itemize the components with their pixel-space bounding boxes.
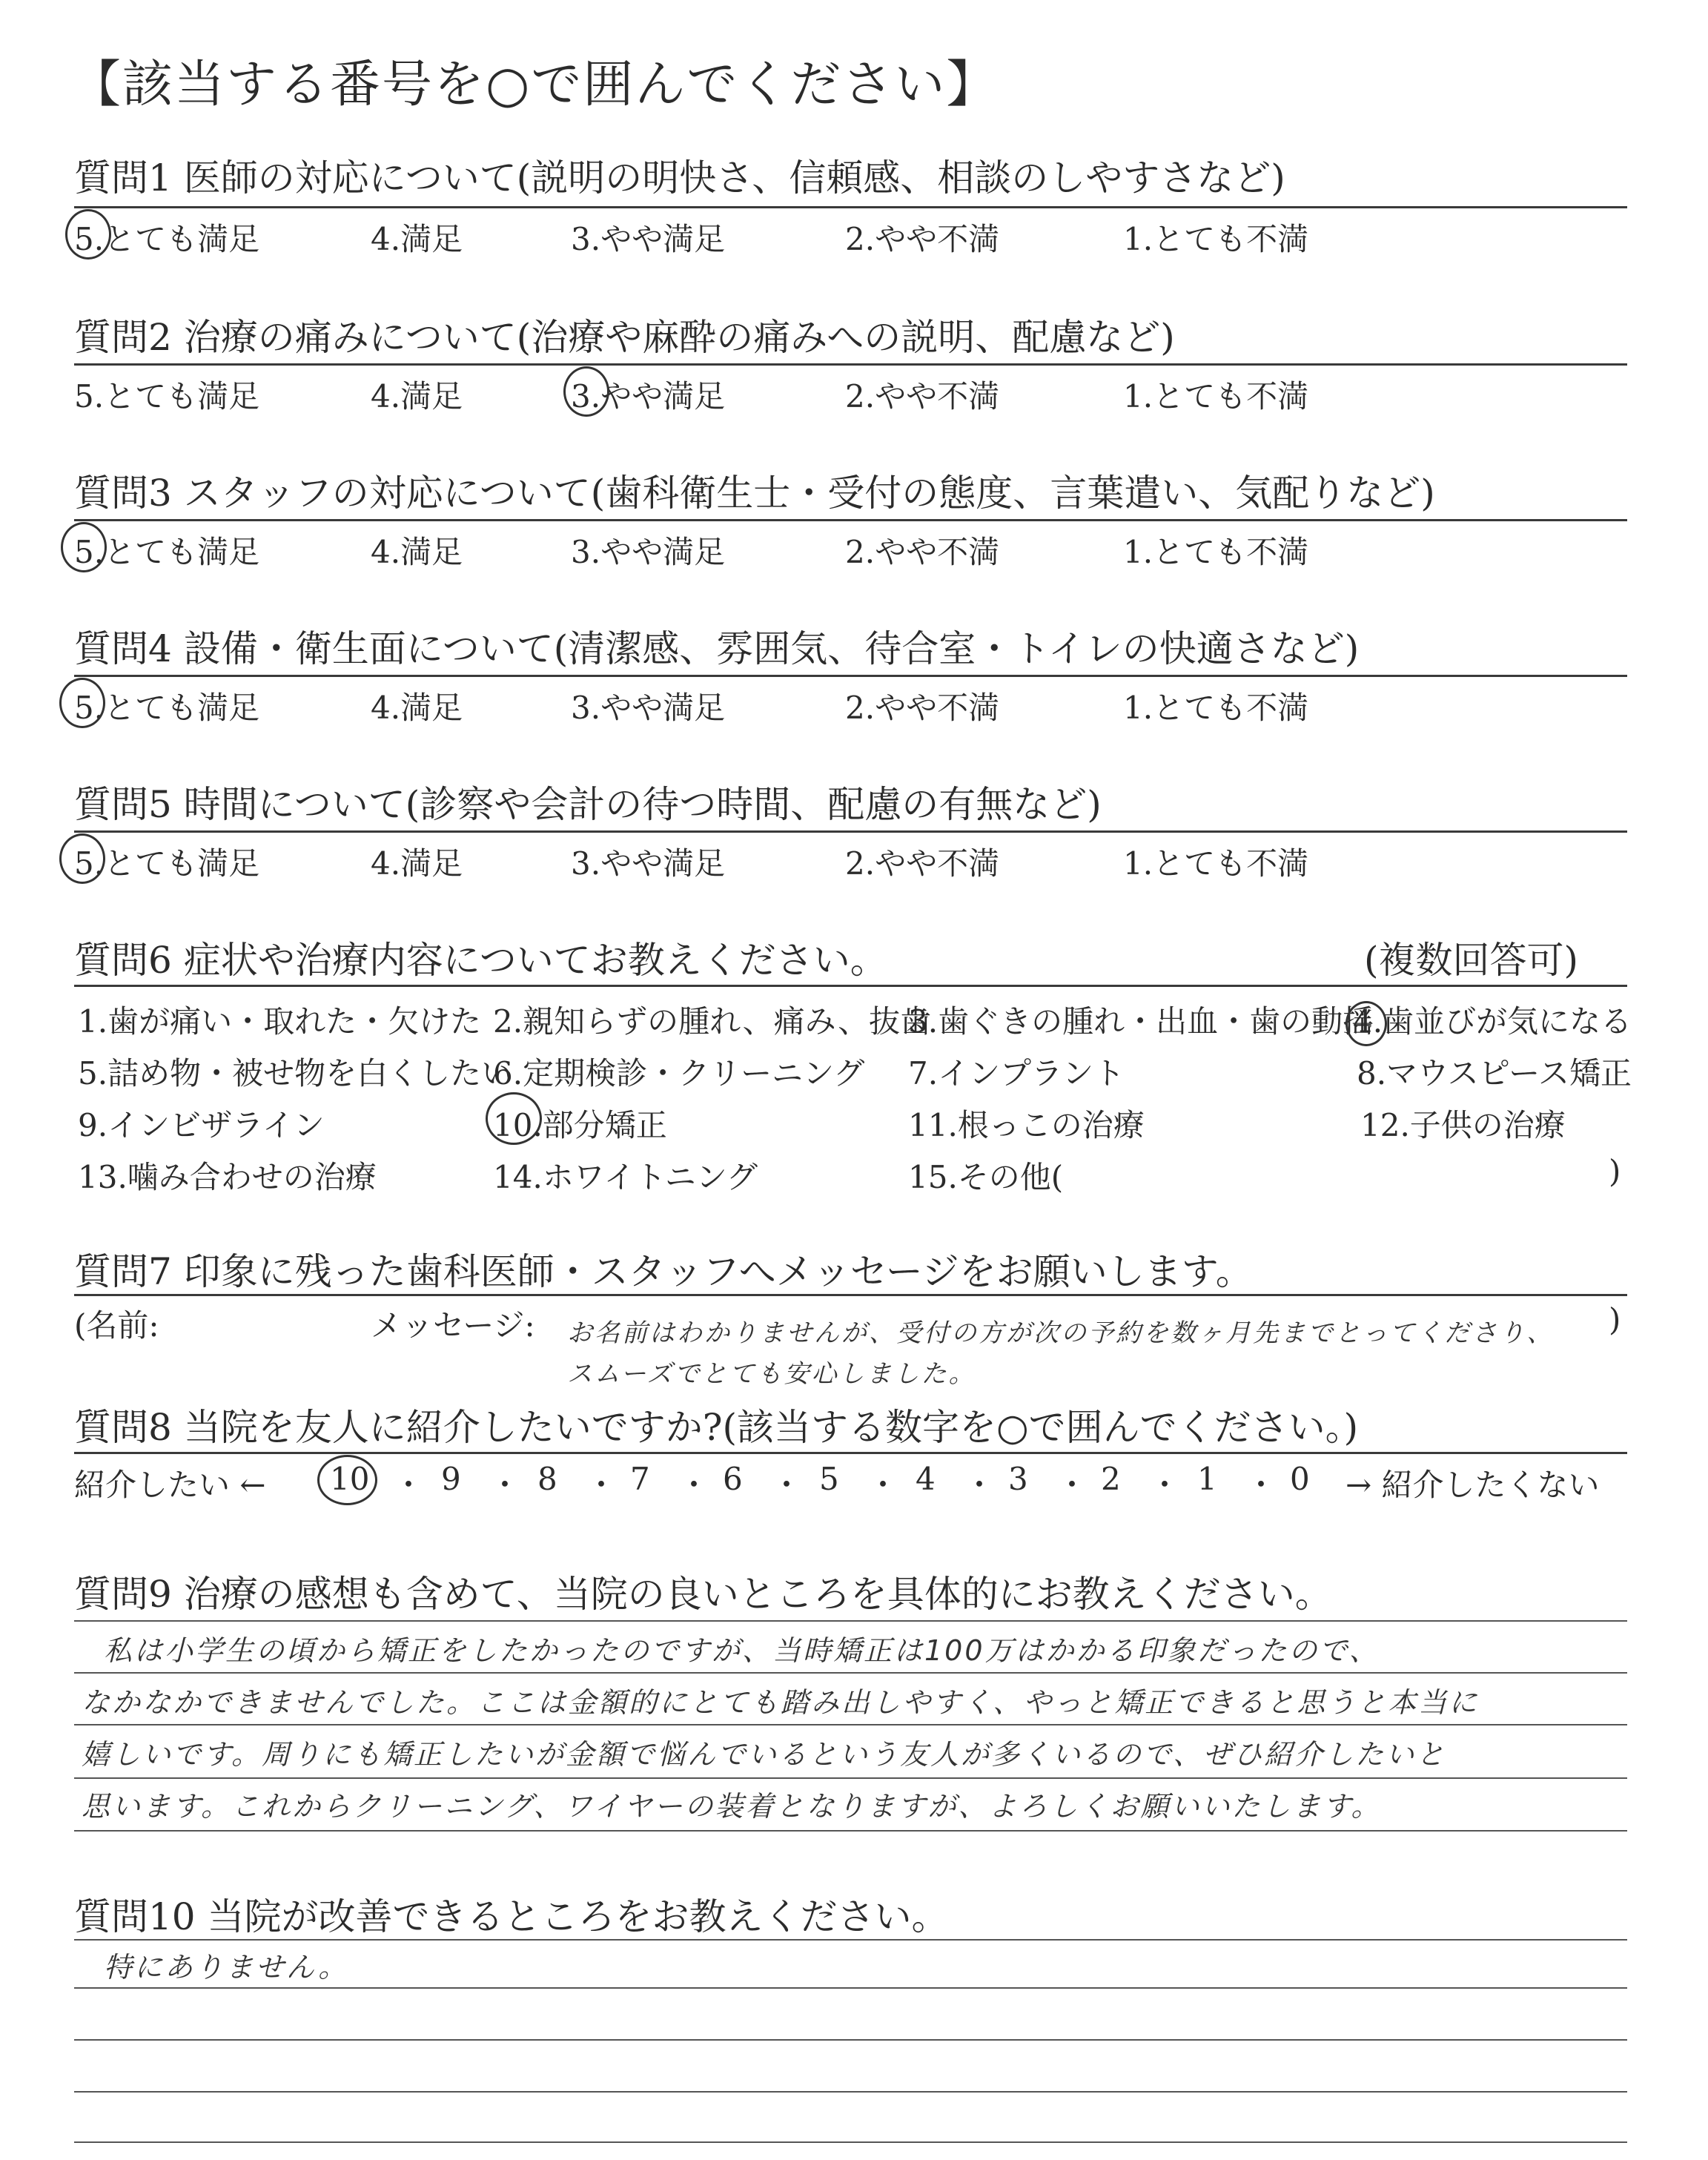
question-1-title: 質問1 医師の対応について(説明の明快さ、信頼感、相談のしやすさなど) bbox=[74, 156, 1285, 199]
answer-line bbox=[74, 2091, 1627, 2093]
scale-1[interactable]: 1 bbox=[1197, 1461, 1217, 1497]
scale-3[interactable]: 3 bbox=[1008, 1461, 1028, 1497]
q1-option-1[interactable]: 1.とても不満 bbox=[1123, 221, 1309, 257]
scale-dot: ・ bbox=[489, 1467, 521, 1503]
q1-option-3[interactable]: 3.やや満足 bbox=[571, 221, 726, 257]
answer-handwritten-line-2: なかなかできませんでした。ここは金額的にとても踏み出しやすく、やっと矯正できると思うと本当に bbox=[82, 1686, 1480, 1719]
q6-item-8[interactable]: 8.マウスピース矯正 bbox=[1357, 1055, 1632, 1091]
answer-line bbox=[74, 1939, 1627, 1941]
message-close-paren: ) bbox=[1609, 1301, 1621, 1338]
q5-option-3[interactable]: 3.やや満足 bbox=[571, 845, 726, 882]
message-label: メッセージ: bbox=[371, 1307, 535, 1344]
name-label: (名前: bbox=[74, 1307, 159, 1344]
scale-4[interactable]: 4 bbox=[916, 1461, 936, 1497]
message-handwritten-line-2: スムーズでとても安心しました。 bbox=[567, 1359, 976, 1389]
answer-handwritten-line-1: 特にありません。 bbox=[104, 1951, 349, 1984]
q1-option-5[interactable]: 5.とても満足 bbox=[74, 221, 260, 257]
q6-item-1[interactable]: 1.歯が痛い・取れた・欠けた bbox=[78, 1003, 482, 1040]
q4-option-4[interactable]: 4.満足 bbox=[371, 690, 463, 726]
answer-line bbox=[74, 1620, 1627, 1622]
scale-5[interactable]: 5 bbox=[819, 1461, 839, 1497]
q2-option-5[interactable]: 5.とても満足 bbox=[74, 378, 260, 415]
q6-item-3[interactable]: 3.歯ぐきの腫れ・出血・歯の動揺 bbox=[908, 1003, 1374, 1040]
divider bbox=[74, 519, 1627, 521]
q3-option-5[interactable]: 5.とても満足 bbox=[74, 534, 260, 570]
form-header: 【該当する番号を○で囲んでください】 bbox=[70, 56, 999, 114]
question-8-title: 質問8 当院を友人に紹介したいですか?(該当する数字を○で囲んでください。) bbox=[74, 1406, 1359, 1449]
scale-dot: ・ bbox=[867, 1467, 899, 1503]
q6-item-12[interactable]: 12.子供の治療 bbox=[1360, 1107, 1566, 1143]
answer-line bbox=[74, 1987, 1627, 1989]
selection-circle-icon bbox=[65, 209, 111, 260]
answer-line bbox=[74, 2141, 1627, 2143]
selection-circle-icon bbox=[486, 1092, 542, 1145]
answer-handwritten-line-3: 嬉しいです。周りにも矯正したいが金額で悩んでいるという友人が多くいるので、ぜひ紹介したいと bbox=[82, 1738, 1447, 1771]
question-2-title: 質問2 治療の痛みについて(治療や麻酔の痛みへの説明、配慮など) bbox=[74, 316, 1175, 359]
selection-circle-icon bbox=[59, 833, 105, 884]
question-9-title: 質問9 治療の感想も含めて、当院の良いところを具体的にお教えください。 bbox=[74, 1573, 1332, 1616]
q5-option-4[interactable]: 4.満足 bbox=[371, 845, 463, 882]
answer-line bbox=[74, 2039, 1627, 2041]
scale-dot: ・ bbox=[393, 1467, 425, 1503]
scale-dot: ・ bbox=[586, 1467, 618, 1503]
divider bbox=[74, 1294, 1627, 1296]
q2-option-2[interactable]: 2.やや不満 bbox=[845, 378, 1000, 415]
message-handwritten-line-1: お名前はわかりませんが、受付の方が次の予約を数ヶ月先までとってくださり、 bbox=[567, 1318, 1555, 1348]
scale-0[interactable]: 0 bbox=[1290, 1461, 1310, 1497]
scale-dot: ・ bbox=[964, 1467, 996, 1503]
question-7-title: 質問7 印象に残った歯科医師・スタッフへメッセージをお願いします。 bbox=[74, 1250, 1253, 1293]
q5-option-5[interactable]: 5.とても満足 bbox=[74, 845, 260, 882]
q4-option-5[interactable]: 5.とても満足 bbox=[74, 690, 260, 726]
answer-line bbox=[74, 1830, 1627, 1832]
q6-item-7[interactable]: 7.インプラント bbox=[908, 1055, 1125, 1091]
recommend-left-label: 紹介したい ← bbox=[74, 1467, 266, 1503]
scale-dot: ・ bbox=[1245, 1467, 1277, 1503]
q6-item-2[interactable]: 2.親知らずの腫れ、痛み、抜歯 bbox=[493, 1003, 932, 1040]
divider bbox=[74, 1452, 1627, 1454]
q1-option-4[interactable]: 4.満足 bbox=[371, 221, 463, 257]
divider bbox=[74, 363, 1627, 366]
q4-option-1[interactable]: 1.とても不満 bbox=[1123, 690, 1309, 726]
scale-9[interactable]: 9 bbox=[441, 1461, 461, 1497]
scale-7[interactable]: 7 bbox=[630, 1461, 650, 1497]
scale-dot: ・ bbox=[771, 1467, 803, 1503]
q2-option-3[interactable]: 3.やや満足 bbox=[571, 378, 726, 415]
scale-10[interactable]: 10 bbox=[330, 1461, 370, 1497]
scale-dot: ・ bbox=[1056, 1467, 1088, 1503]
answer-handwritten-line-1: 私は小学生の頃から矯正をしたかったのですが、当時矯正は100万はかかる印象だったので、 bbox=[104, 1634, 1380, 1667]
selection-circle-icon bbox=[59, 678, 105, 728]
answer-handwritten-line-4: 思います。これからクリーニング、ワイヤーの装着となりますが、よろしくお願いいたします。 bbox=[82, 1790, 1382, 1823]
question-4-title: 質問4 設備・衛生面について(清潔感、雰囲気、待合室・トイレの快適さなど) bbox=[74, 627, 1360, 670]
q3-option-3[interactable]: 3.やや満足 bbox=[571, 534, 726, 570]
selection-circle-icon bbox=[563, 366, 609, 417]
q6-item-5[interactable]: 5.詰め物・被せ物を白くしたい bbox=[78, 1055, 513, 1091]
scale-6[interactable]: 6 bbox=[723, 1461, 743, 1497]
answer-line bbox=[74, 1777, 1627, 1779]
scale-8[interactable]: 8 bbox=[537, 1461, 557, 1497]
scale-dot: ・ bbox=[1149, 1467, 1181, 1503]
answer-line bbox=[74, 1724, 1627, 1725]
answer-line bbox=[74, 1672, 1627, 1674]
q6-item-9[interactable]: 9.インビザライン bbox=[78, 1107, 325, 1143]
divider bbox=[74, 985, 1627, 987]
divider bbox=[74, 675, 1627, 677]
q6-item-15[interactable]: 15.その他( bbox=[908, 1159, 1064, 1195]
q6-item-11[interactable]: 11.根っこの治療 bbox=[908, 1107, 1145, 1143]
q6-item-6[interactable]: 6.定期検診・クリーニング bbox=[493, 1055, 865, 1091]
q6-item-14[interactable]: 14.ホワイトニング bbox=[493, 1159, 758, 1195]
recommend-right-label: → 紹介したくない bbox=[1345, 1467, 1600, 1503]
scale-2[interactable]: 2 bbox=[1101, 1461, 1121, 1497]
question-6-title: 質問6 症状や治療内容についてお教えください。 bbox=[74, 939, 887, 982]
divider bbox=[74, 830, 1627, 833]
q4-option-3[interactable]: 3.やや満足 bbox=[571, 690, 726, 726]
q6-item-15-close-paren: ) bbox=[1609, 1153, 1621, 1189]
selection-circle-icon bbox=[61, 522, 107, 572]
q3-option-1[interactable]: 1.とても不満 bbox=[1123, 534, 1309, 570]
q5-option-2[interactable]: 2.やや不満 bbox=[845, 845, 1000, 882]
multiple-answers-note: (複数回答可) bbox=[1364, 939, 1579, 982]
selection-circle-icon bbox=[1345, 1001, 1387, 1046]
selection-circle-icon bbox=[317, 1455, 377, 1505]
q4-option-2[interactable]: 2.やや不満 bbox=[845, 690, 1000, 726]
q1-option-2[interactable]: 2.やや不満 bbox=[845, 221, 1000, 257]
question-10-title: 質問10 当院が改善できるところをお教えください。 bbox=[74, 1895, 949, 1938]
scale-dot: ・ bbox=[678, 1467, 710, 1503]
q6-item-4[interactable]: 4.歯並びが気になる bbox=[1353, 1003, 1632, 1040]
divider bbox=[74, 206, 1627, 208]
q6-item-13[interactable]: 13.噛み合わせの治療 bbox=[78, 1159, 377, 1195]
q2-option-1[interactable]: 1.とても不満 bbox=[1123, 378, 1309, 415]
q5-option-1[interactable]: 1.とても不満 bbox=[1123, 845, 1309, 882]
q3-option-2[interactable]: 2.やや不満 bbox=[845, 534, 1000, 570]
q6-item-10[interactable]: 10.部分矯正 bbox=[493, 1107, 667, 1143]
q2-option-4[interactable]: 4.満足 bbox=[371, 378, 463, 415]
q3-option-4[interactable]: 4.満足 bbox=[371, 534, 463, 570]
question-3-title: 質問3 スタッフの対応について(歯科衛生士・受付の態度、言葉遣い、気配りなど) bbox=[74, 472, 1435, 515]
question-5-title: 質問5 時間について(診察や会計の待つ時間、配慮の有無など) bbox=[74, 783, 1102, 826]
